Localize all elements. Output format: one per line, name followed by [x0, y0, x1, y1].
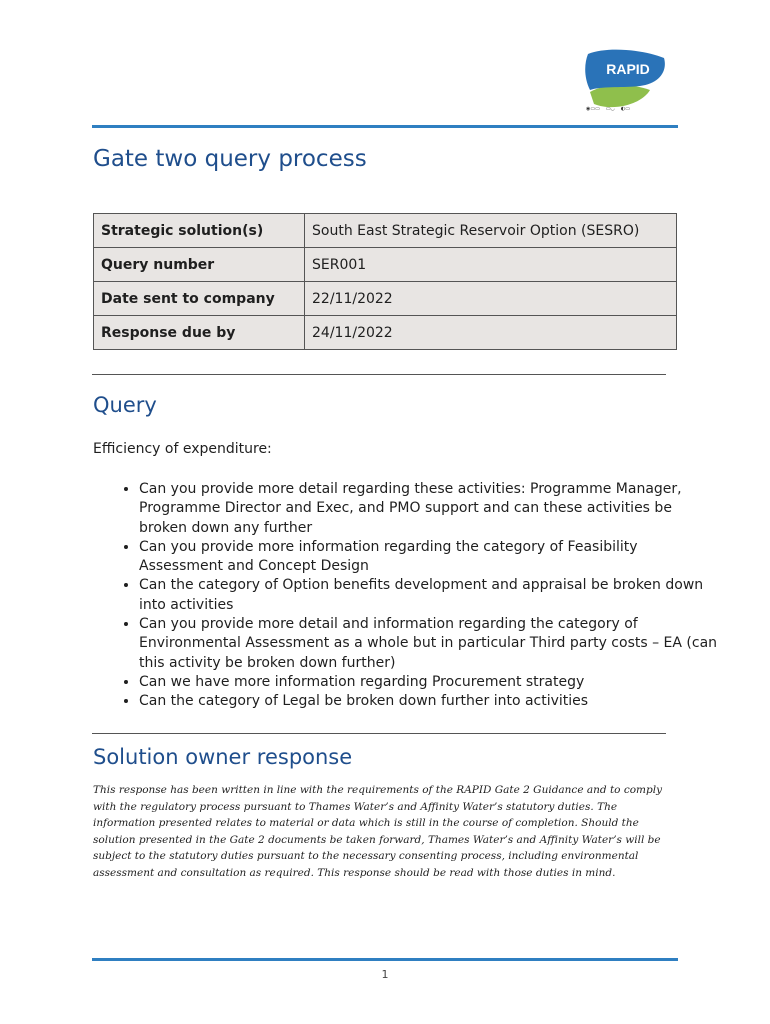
partner-logo-3: ◐▭: [620, 106, 630, 112]
table-row: [94, 282, 677, 316]
query-bullet-list: [93, 480, 719, 712]
table-row: [94, 214, 677, 248]
list-item: • Can the category of Legal be broken down further into activities: [139, 692, 719, 711]
query-details-table: [93, 213, 677, 350]
page-title: Gate two query process: [93, 146, 367, 172]
response-disclaimer: This response has been written in line with the requirements of the RAPID Gate 2 Guidance and to comply with the regulatory process pursuant to Thames Water’s and Affinity Water’s statutory duties. The information presented relates to material or data which is still in the course of completion. Should the solution presented in the Gate 2 documents be taken forward, Thames Water’s and Affinity Water’s will be subject to the statutory duties pursuant to the necessary consenting process, including environmental assessment and consultation as required. This response should be read with those duties in mind.: [93, 784, 662, 879]
list-item: • Can you provide more detail regarding these activities: Programme Manager, Programme Director and Exec, and PMO support and can these activities be broken down any further: [139, 480, 719, 538]
partner-logos: [586, 106, 630, 112]
logo-text: RAPID: [606, 61, 650, 77]
page-number: 1: [381, 968, 389, 981]
section-divider: [92, 733, 666, 734]
response-heading: Solution owner response: [93, 745, 353, 769]
table-row: [94, 248, 677, 282]
row-value: 22/11/2022: [305, 282, 677, 316]
list-item: • Can you provide more information regarding the category of Feasibility Assessment and Concept Design: [139, 538, 719, 577]
row-label: Date sent to company: [94, 282, 305, 316]
header-rule: [92, 125, 678, 128]
list-item: • Can the category of Option benefits development and appraisal be broken down into activities: [139, 576, 719, 615]
table-row: [94, 316, 677, 350]
row-label: Response due by: [94, 316, 305, 350]
query-intro: Efficiency of expenditure:: [93, 441, 272, 457]
row-label: Query number: [94, 248, 305, 282]
section-divider: [92, 374, 666, 375]
row-value: 24/11/2022: [305, 316, 677, 350]
list-item: • Can you provide more detail and information regarding the category of Environmental Assessment as a whole but in particular Third party costs – EA (can this activity be broken down further): [139, 615, 719, 673]
list-item: • Can we have more information regarding Procurement strategy: [139, 673, 719, 692]
footer-rule: [92, 958, 678, 961]
row-value: South East Strategic Reservoir Option (SESRO): [305, 214, 677, 248]
query-heading: Query: [93, 393, 157, 417]
logo-green-swoosh: [590, 85, 650, 107]
partner-logo-2: ▭◡: [605, 106, 615, 112]
row-value: SER001: [305, 248, 677, 282]
partner-logo-1: ◉▭▭: [586, 106, 600, 112]
row-label: Strategic solution(s): [94, 214, 305, 248]
